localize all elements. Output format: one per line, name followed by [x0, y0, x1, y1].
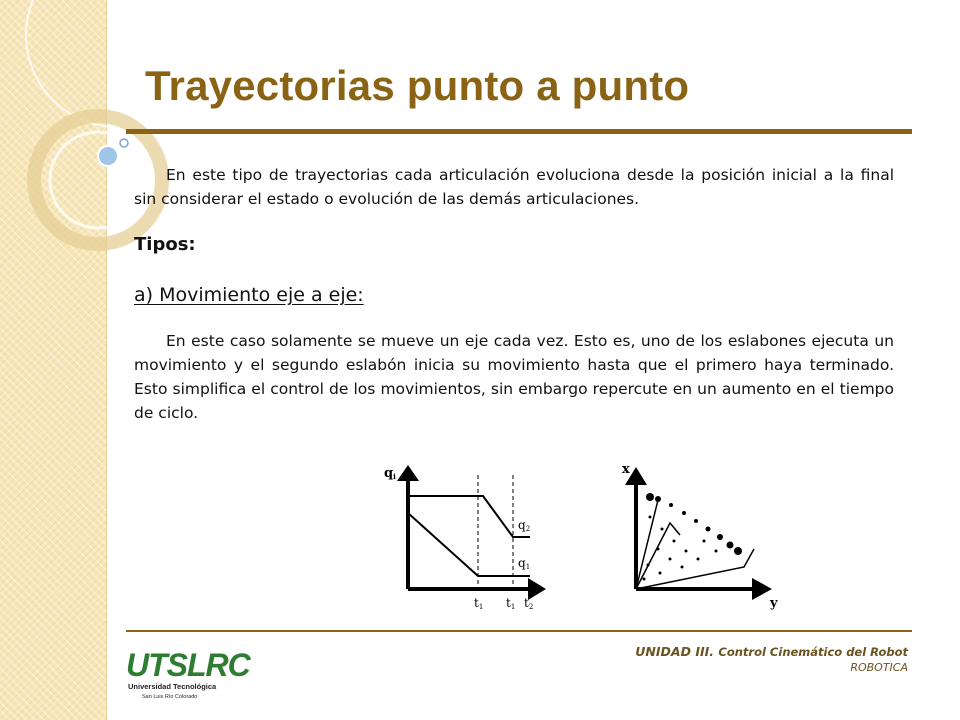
- x-axis-arrow-icon: [528, 578, 546, 600]
- path-dots: [643, 493, 743, 581]
- fig2-horizontal-label: y: [770, 596, 778, 611]
- cartesian-path-figure: [608, 455, 783, 615]
- intro-text: En este tipo de trayectorias cada articulación evoluciona desde la posición inicial a la final sin considerar el estado o evolución de las demás articulaciones.: [134, 166, 894, 208]
- title-underline: [126, 129, 912, 134]
- footer-rule: [126, 630, 912, 632]
- intro-paragraph: [134, 163, 894, 211]
- joint-trajectory-figure: [370, 455, 555, 615]
- footer-unit: [635, 644, 908, 659]
- q2-label: q2: [518, 518, 531, 533]
- logo-line-1: Universidad Tecnológica: [128, 682, 217, 691]
- footer-unit-title: Control Cinemático del Robot: [718, 645, 908, 659]
- footer-info: [635, 644, 908, 674]
- slide-title: Trayectorias punto a punto: [145, 62, 690, 109]
- types-heading: Tipos:: [134, 234, 196, 255]
- q1-trajectory: [408, 513, 530, 576]
- footer-course: ROBOTICA: [850, 661, 908, 674]
- fig2-vertical-label: x: [622, 462, 630, 477]
- logo-line-2: San Luis Río Colorado: [142, 694, 198, 700]
- body-paragraph: [134, 329, 894, 425]
- footer-unit-prefix: UNIDAD III.: [635, 644, 715, 659]
- q1-label: q1: [518, 556, 531, 571]
- horizontal-axis-arrow-icon: [752, 578, 772, 600]
- t2-tick-label: t2: [524, 596, 534, 611]
- t1-tick-label: t1: [474, 596, 484, 611]
- t1-second-tick-label: t1: [506, 596, 516, 611]
- q2-trajectory: [408, 496, 530, 537]
- y-axis-arrow-icon: [397, 465, 419, 481]
- subheading: a) Movimiento eje a eje:: [134, 284, 364, 306]
- path-line-1: [636, 500, 658, 589]
- university-logo: [124, 642, 250, 704]
- body-text: En este caso solamente se mueve un eje cada vez. Esto es, uno de los eslabones ejecuta un movimiento y el segundo eslabón inicia su movimiento hasta que el primero haya terminado. Esto simplifica el control de los movimientos, sin embargo repercute en un aumento en el tiempo de ciclo.: [134, 332, 894, 422]
- fig1-y-label: qi: [384, 466, 396, 481]
- logo-wordmark: UTSLRC: [126, 647, 250, 683]
